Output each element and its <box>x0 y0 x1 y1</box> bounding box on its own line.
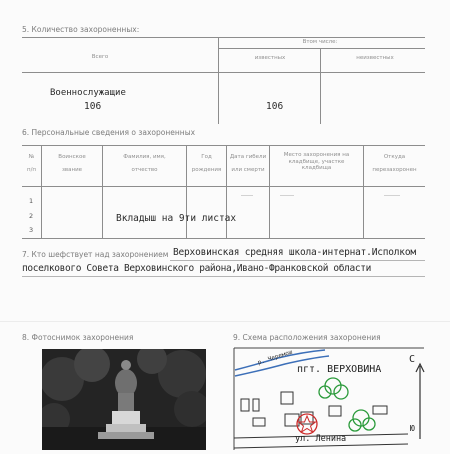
s6-header-death: Дата гибели или смерти <box>229 154 267 173</box>
s5-header-border <box>22 72 425 73</box>
section7-label: 7. Кто шефствует над захоронением <box>22 250 169 259</box>
s6-header-border <box>22 186 425 187</box>
map-south-label: Ю <box>410 424 415 433</box>
map-north-label: С <box>409 354 416 365</box>
s5-known-count: 106 <box>266 101 284 112</box>
fold-line <box>0 321 450 322</box>
section9-title: 9. Схема расположения захоронения <box>233 333 381 342</box>
s5-category: Военнослужащие <box>50 88 126 98</box>
s5-header-including: Втом числе: <box>302 39 338 45</box>
s5-subheader-border <box>218 48 425 49</box>
s5-header-total: Всего <box>91 54 109 60</box>
s6-header-place: Место захоронения на кладбище, участке кладбища <box>283 152 350 171</box>
s6-row-number: 1 <box>29 197 34 205</box>
s6-header-num: № п/п <box>26 154 37 173</box>
s6-header-rank: Воинское звание <box>58 154 86 173</box>
s5-header-unknown: неизвестных <box>356 55 394 61</box>
s5-top-border <box>22 37 425 38</box>
s7-underline-1 <box>170 260 425 261</box>
s6-insert-note: Вкладыш на 9ти листах <box>116 213 237 224</box>
burial-site-map <box>233 344 425 450</box>
s6-header-birth: Год рождения <box>191 154 222 173</box>
s6-row-number: 3 <box>29 226 34 234</box>
s6-dash-origin <box>384 195 400 196</box>
burial-photo-image <box>42 349 206 450</box>
burial-photo <box>42 349 206 450</box>
s5-col-divider-1 <box>218 37 219 124</box>
s6-row-number: 2 <box>29 212 34 220</box>
s5-header-known: известных <box>254 55 286 61</box>
s6-dash-death <box>241 195 253 196</box>
s5-col-divider-2 <box>320 48 321 124</box>
map-street-label: ул. Ленина <box>295 434 347 444</box>
s6-top-border <box>22 145 425 146</box>
s7-patron-line2: поселкового Совета Верховинского района,Ивано-Франковской области <box>22 263 372 274</box>
s6-dash-place <box>280 195 294 196</box>
section8-title: 8. Фотоснимок захоронения <box>22 333 134 342</box>
section6-title: 6. Персональные сведения о захороненных <box>22 128 196 137</box>
s5-total-count: 106 <box>84 101 102 112</box>
s6-bottom-border <box>22 238 425 239</box>
section5-title: 5. Количество захороненных: <box>22 25 140 34</box>
s7-patron-line1: Верховинская средняя школа-интернат.Исполком <box>173 247 416 258</box>
s6-header-origin: Откуда перезахоронен <box>372 154 417 173</box>
s7-underline-2 <box>22 276 425 277</box>
map-town-label: пгт. ВЕРХОВИНА <box>297 364 382 375</box>
s6-header-name: Фамилия, имя, отчество <box>123 154 166 173</box>
map-river-label: р. Черемош <box>256 348 294 367</box>
